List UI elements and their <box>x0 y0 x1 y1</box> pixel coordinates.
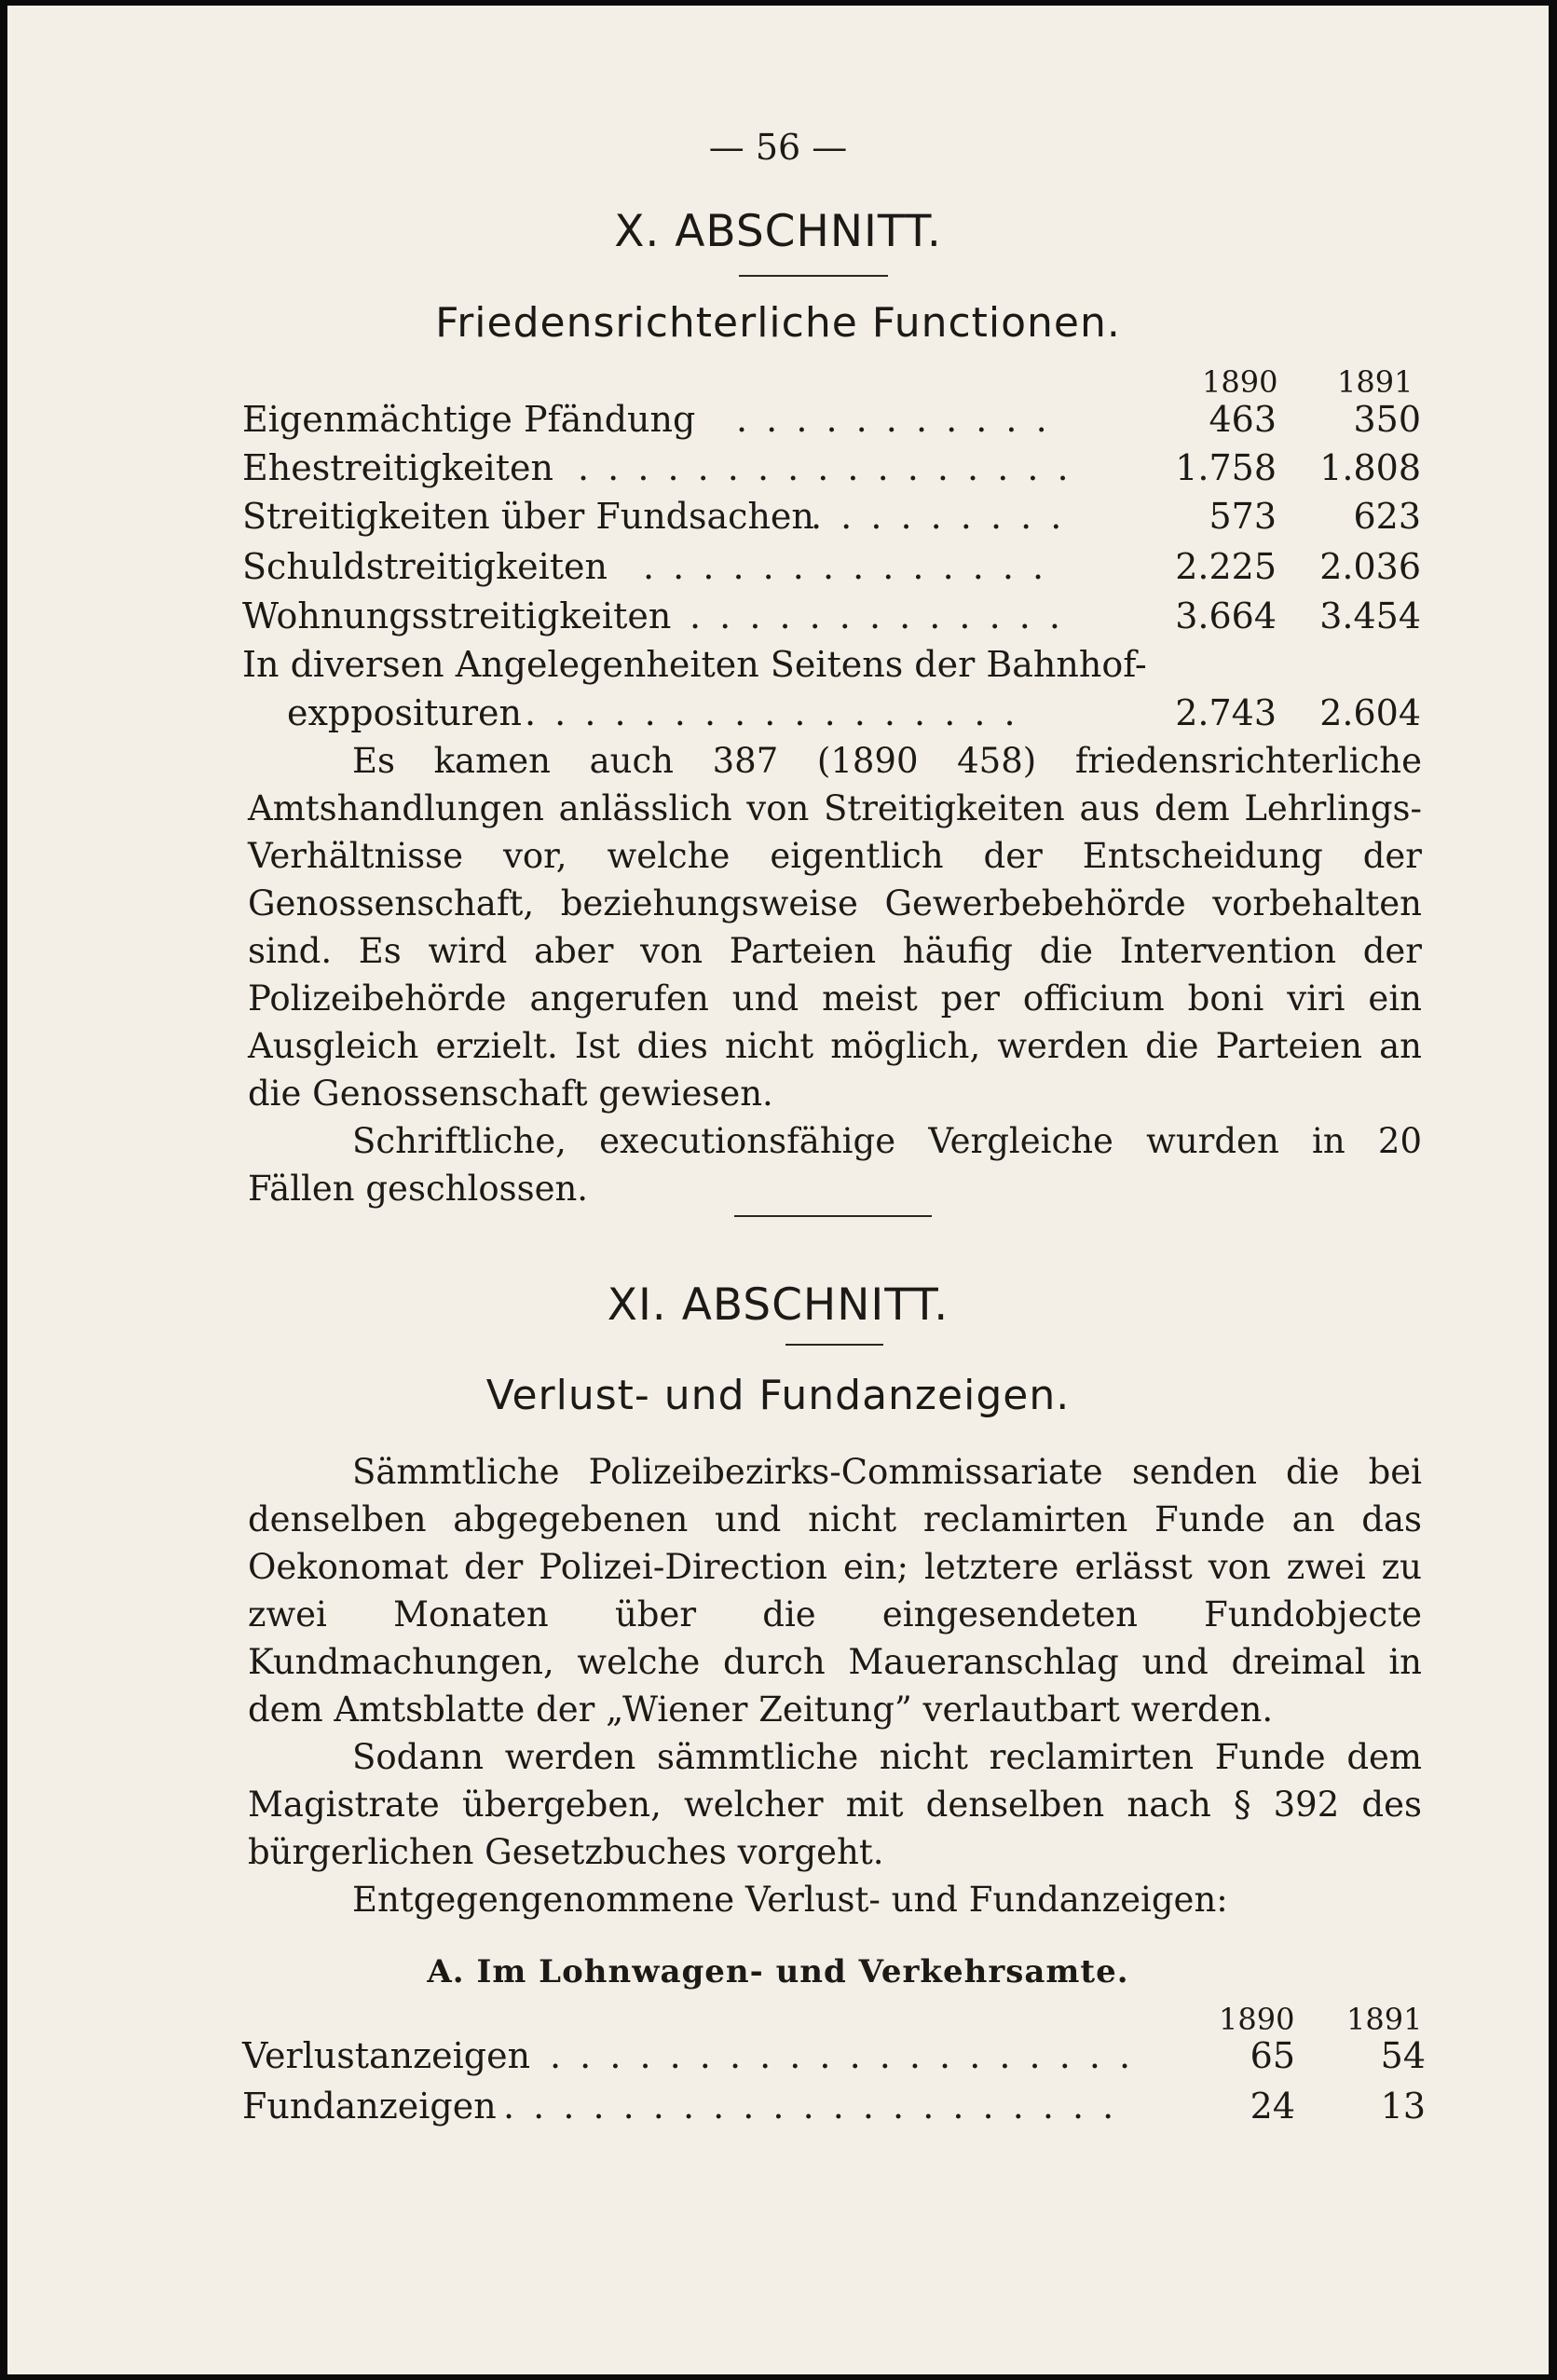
row-label: Streitigkeiten über Fundsachen <box>242 496 814 537</box>
subheading: A. Im Lohnwagen- und Verkehrsamte. <box>427 1953 1129 1990</box>
leader-dots: . . . . . . . . . . . . . . <box>643 546 1048 587</box>
row-label: Wohnungsstreitigkeiten <box>242 595 672 636</box>
value-1890: 1.758 <box>1175 447 1277 488</box>
year-1890-header: 1890 <box>1219 2002 1295 2037</box>
paragraph: Es kamen auch 387 (1890 458) friedensrichterliche Amtshandlungen anlässlich von Streitigkeiten aus dem Lehrlings-Verhältnisse vor, welche eigentlich der Entscheidung der Genossenschaft, beziehungsweise Gewerbebehörde vorbehalten sind. Es wird aber von Parteien häufig die Intervention der Polizeibehörde angerufen und meist per officium boni viri ein Ausgleich erzielt. Ist dies nicht möglich, werden die Parteien an die Genossenschaft gewiesen. <box>248 741 1422 1114</box>
value-1891: 623 <box>1353 496 1421 537</box>
section-divider <box>734 1215 932 1217</box>
row-label: Ehestreitigkeiten <box>242 447 553 488</box>
row-label: Eigenmächtige Pfändung <box>242 399 696 440</box>
document-page <box>7 6 1549 2374</box>
value-1891: 2.036 <box>1319 546 1421 587</box>
value-1890: 3.664 <box>1175 595 1277 636</box>
value-1891: 54 <box>1380 2035 1426 2076</box>
value-1890: 463 <box>1209 399 1277 440</box>
section-11-title: Verlust- und Fundanzeigen. <box>485 1372 1071 1419</box>
section-11-heading: XI. ABSCHNITT. <box>607 1279 949 1331</box>
row-label-continuation: expposituren <box>287 692 522 733</box>
paragraph: Sodann werden sämmtliche nicht reclamirten Funde dem Magistrate übergeben, welcher mit denselben nach § 392 des bürgerlichen Gesetzbuches vorgeht. <box>248 1737 1422 1872</box>
value-1890: 65 <box>1250 2035 1295 2076</box>
section-10-heading-rule <box>739 275 888 277</box>
value-1891: 13 <box>1380 2086 1426 2127</box>
paragraph: Entgegengenommene Verlust- und Fundanzeigen: <box>352 1880 1228 1920</box>
year-1891-header: 1891 <box>1337 364 1414 400</box>
value-1891: 350 <box>1353 399 1421 440</box>
row-label: Fundanzeigen <box>242 2086 497 2127</box>
leader-dots: . . . . . . . . . <box>811 496 1066 537</box>
year-1890-header: 1890 <box>1202 364 1278 400</box>
leader-dots: . . . . . . . . . . . . . . . . . <box>525 692 1019 733</box>
row-label: In diversen Angelegenheiten Seitens der Bahnhof- <box>242 644 1147 685</box>
value-1891: 1.808 <box>1319 447 1421 488</box>
year-1891-header: 1891 <box>1346 2002 1423 2037</box>
section-10-title: Friedensrichterliche Functionen. <box>435 299 1121 347</box>
value-1890: 24 <box>1250 2086 1295 2127</box>
section-10-heading: X. ABSCHNITT. <box>614 206 942 257</box>
paragraph: Sämmtliche Polizeibezirks-Commissariate senden die bei denselben abgegebenen und nicht reclamirten Funde an das Oekonomat der Polizei-Direction ein; letztere erlässt von zwei zu zwei Monaten über die eingesendeten Fundobjecte Kundmachungen, welche durch Maueranschlag und dreimal in dem Amtsblatte der „Wiener Zeitung” verlautbart werden. <box>248 1452 1422 1730</box>
leader-dots: . . . . . . . . . . . . . . . . . . . . <box>550 2035 1135 2076</box>
row-label: Schuldstreitigkeiten <box>242 546 608 587</box>
leader-dots: . . . . . . . . . . . <box>736 399 1051 440</box>
page-number: — 56 — <box>708 127 848 168</box>
section-11-text <box>248 1448 1422 1923</box>
leader-dots: . . . . . . . . . . . . . . . . . <box>578 447 1072 488</box>
leader-dots: . . . . . . . . . . . . . <box>690 595 1064 636</box>
leader-dots: . . . . . . . . . . . . . . . . . . . . . <box>503 2086 1118 2127</box>
value-1890: 573 <box>1209 496 1277 537</box>
value-1890: 2.225 <box>1175 546 1277 587</box>
value-1891: 2.604 <box>1319 692 1421 733</box>
paragraph: Schriftliche, executionsfähige Vergleiche wurden in 20 Fällen geschlossen. <box>248 1121 1422 1209</box>
value-1890: 2.743 <box>1175 692 1277 733</box>
section-10-text <box>248 737 1422 1212</box>
row-label: Verlustanzeigen <box>242 2035 531 2076</box>
section-11-heading-rule <box>785 1344 883 1346</box>
value-1891: 3.454 <box>1319 595 1421 636</box>
